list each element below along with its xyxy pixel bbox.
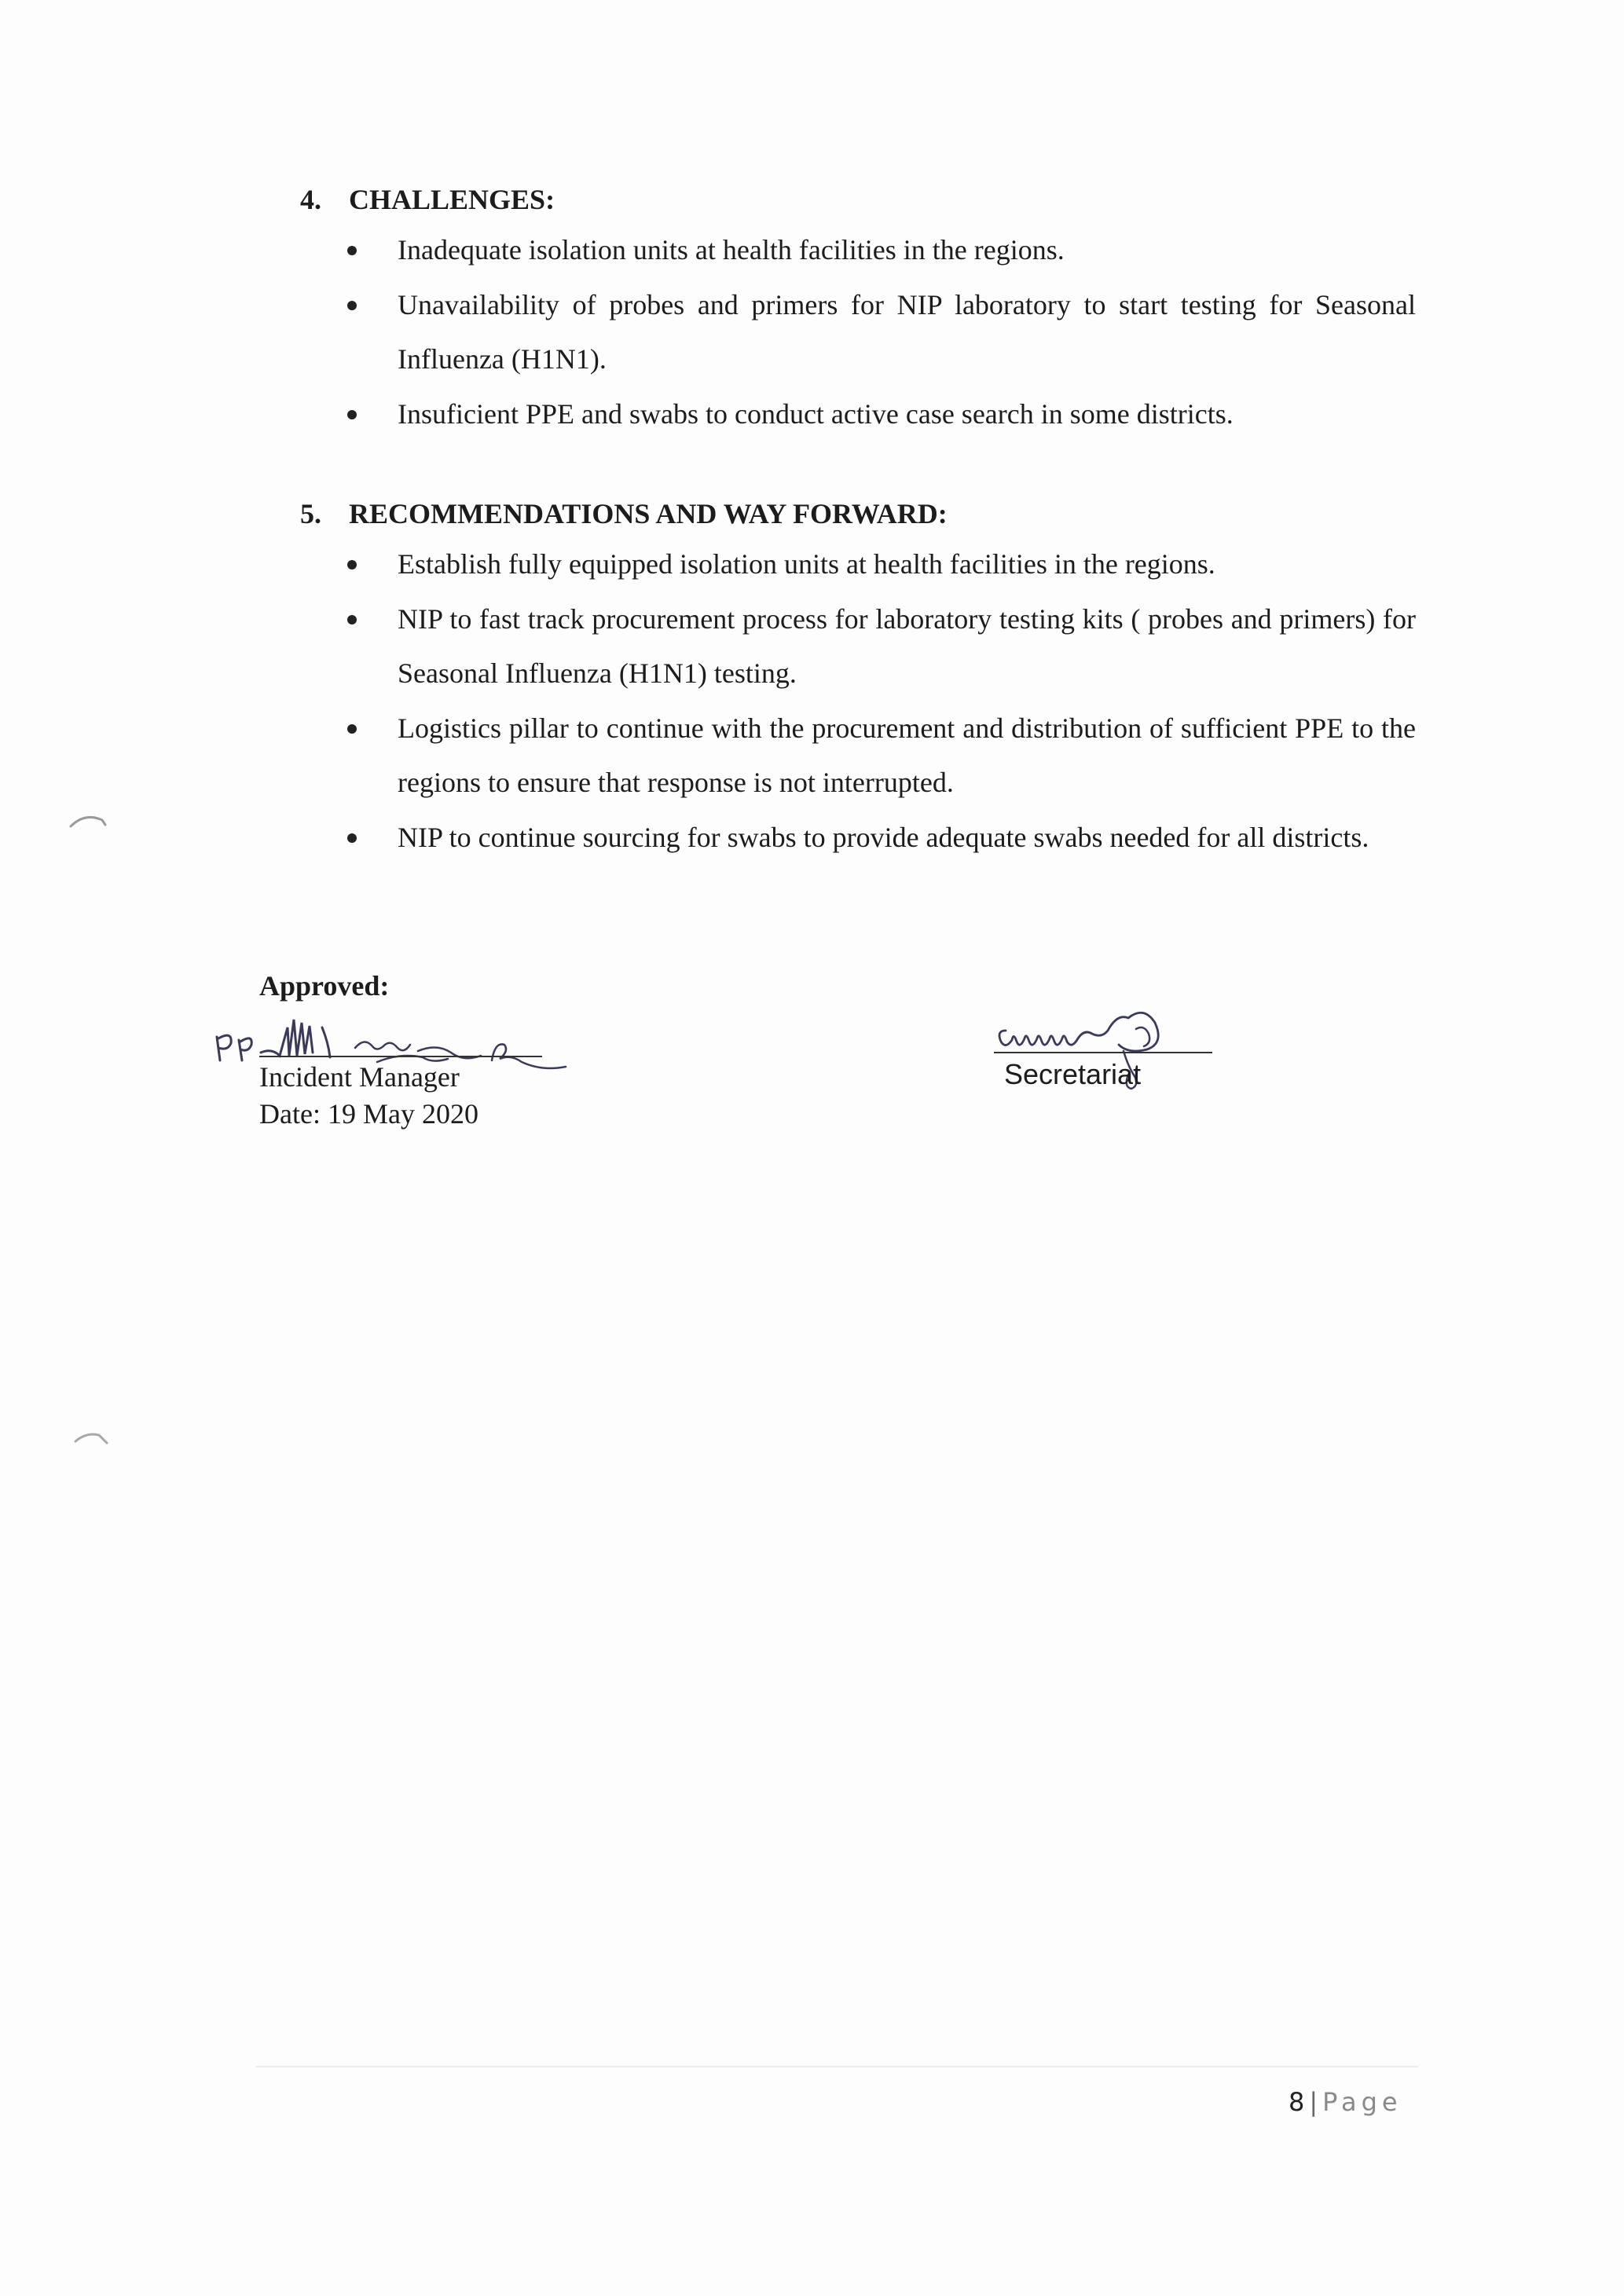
list-item-text: Unavailability of probes and primers for NIP laboratory to start testing for Seasonal Influenza (H1N1). — [398, 289, 1416, 375]
scan-mark-icon — [68, 809, 115, 840]
page-number-separator: | — [1309, 2087, 1318, 2117]
challenges-list — [300, 223, 1416, 441]
recommendations-heading — [300, 496, 1416, 531]
section-title: CHALLENGES: — [349, 184, 555, 215]
list-item — [300, 537, 1416, 591]
list-item — [300, 278, 1416, 386]
bullet-icon — [347, 410, 357, 419]
recommendations-section — [300, 496, 1416, 865]
list-item-text: Inadequate isolation units at health facilities in the regions. — [398, 234, 1065, 265]
bullet-icon — [347, 833, 357, 843]
list-item — [300, 701, 1416, 810]
page-word: Page — [1322, 2087, 1402, 2117]
challenges-section — [300, 182, 1416, 441]
page-number-value: 8 — [1289, 2087, 1305, 2117]
bullet-icon — [347, 301, 357, 310]
secretariat-label: Secretariat — [1004, 1058, 1142, 1090]
scan-mark-icon — [71, 1426, 118, 1457]
bullet-icon — [347, 560, 357, 569]
footer-rule — [255, 2066, 1418, 2067]
section-number: 4. — [300, 184, 321, 215]
approved-label: Approved: — [259, 970, 390, 1002]
signature-line — [259, 1056, 542, 1057]
challenges-heading — [300, 182, 1416, 217]
list-item-text: Logistics pillar to continue with the procurement and distribution of sufficient PPE to the regions to ensure that response is not interrupted. — [398, 712, 1416, 798]
bullet-icon — [347, 724, 357, 734]
section-title: RECOMMENDATIONS AND WAY FORWARD: — [349, 498, 948, 529]
signature-line — [994, 1052, 1212, 1053]
list-item — [300, 592, 1416, 701]
page-number — [1289, 2087, 1402, 2117]
list-item — [300, 223, 1416, 277]
list-item-text: Insuficient PPE and swabs to conduct active case search in some districts. — [398, 398, 1234, 430]
bullet-icon — [347, 246, 357, 255]
list-item — [300, 387, 1416, 441]
section-number: 5. — [300, 498, 321, 529]
list-item-text: NIP to continue sourcing for swabs to provide adequate swabs needed for all districts. — [398, 822, 1369, 853]
list-item-text: NIP to fast track procurement process for laboratory testing kits ( probes and primers) for Seasonal Influenza (H1N1) testing. — [398, 603, 1416, 689]
list-item — [300, 811, 1416, 865]
list-item-text: Establish fully equipped isolation units at health facilities in the regions. — [398, 548, 1215, 580]
bullet-icon — [347, 615, 357, 624]
incident-manager-label: Incident Manager — [259, 1061, 460, 1093]
approval-date: Date: 19 May 2020 — [259, 1098, 478, 1130]
recommendations-list — [300, 537, 1416, 865]
